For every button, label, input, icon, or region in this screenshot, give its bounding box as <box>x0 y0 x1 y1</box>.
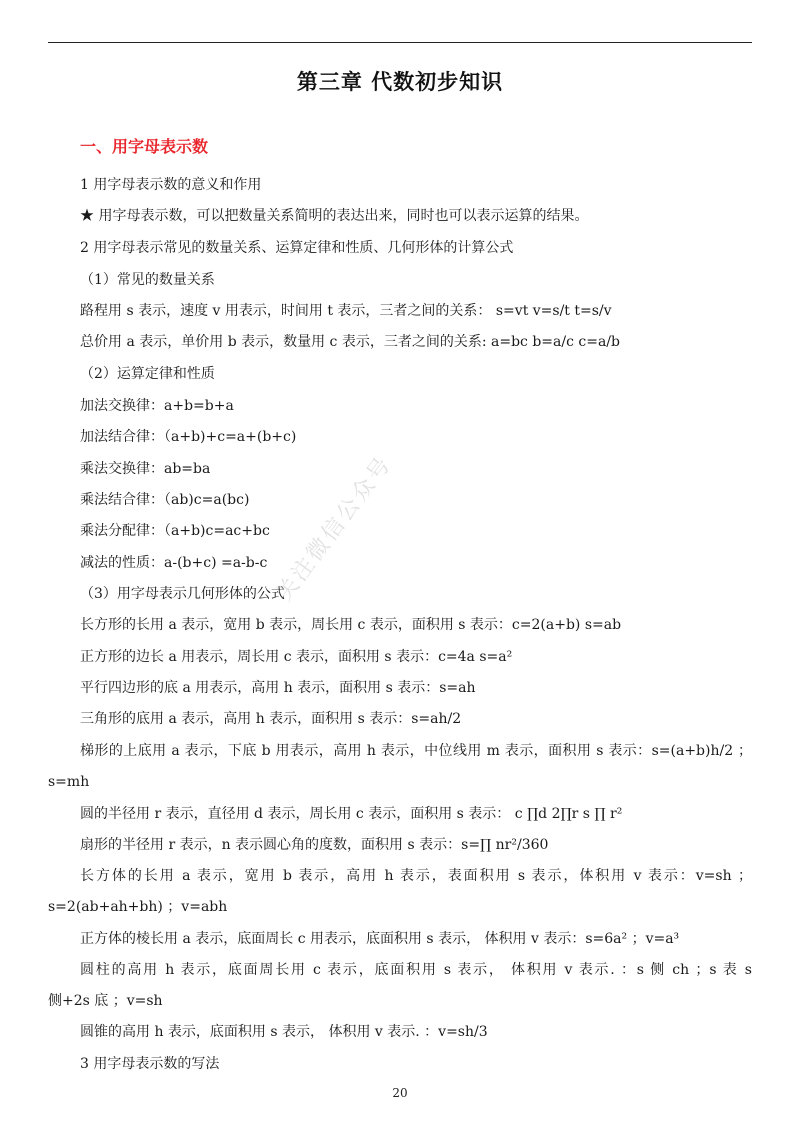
body-line: ★ 用字母表示数，可以把数量关系简明的表达出来，同时也可以表示运算的结果。 <box>80 208 589 224</box>
body-line: 乘法分配律：（a+b)c=ac+bc <box>80 523 270 539</box>
body-line: 三角形的底用 a 表示，高用 h 表示，面积用 s 表示：s=ah/2 <box>80 711 462 727</box>
body-line: 1 用字母表示数的意义和作用 <box>80 177 262 193</box>
body-line: 正方体的棱长用 a 表示，底面周长 c 用表示，底面积用 s 表示， 体积用 v 表示：s=6a² ；v=a³ <box>80 931 680 947</box>
section-heading: 一、用字母表示数 <box>80 137 209 156</box>
body-line: 加法结合律：（a+b)+c=a+(b+c) <box>80 429 297 445</box>
body-line: 2 用字母表示常见的数量关系、运算定律和性质、几何形体的计算公式 <box>80 240 514 256</box>
body-line: 圆的半径用 r 表示，直径用 d 表示，周长用 c 表示，面积用 s 表示： c ∏d 2∏r s ∏ r² <box>80 806 623 822</box>
body-line: 长方形的长用 a 表示，宽用 b 表示，周长用 c 表示，面积用 s 表示：c=2(a+b) s=ab <box>80 617 622 633</box>
body-line: 3 用字母表示数的写法 <box>80 1056 220 1072</box>
header-rule <box>48 42 752 43</box>
body-line: 正方形的边长 a 用表示，周长用 c 表示，面积用 s 表示：c=4a s=a² <box>80 649 513 665</box>
body-line: 乘法结合律：（ab)c=a(bc) <box>80 492 250 508</box>
body-line: 侧+2s 底 ；v=sh <box>48 993 163 1009</box>
page-number: 20 <box>392 1086 408 1100</box>
body-line: 路程用 s 表示，速度 v 用表示，时间用 t 表示，三者之间的关系： s=vt v=s/t t=s/v <box>80 303 612 319</box>
body-line: （1）常见的数量关系 <box>80 272 215 288</box>
chapter-title: 第三章 代数初步知识 <box>296 70 504 94</box>
body-line: 减法的性质：a-(b+c) =a-b-c <box>80 555 268 571</box>
body-line: 圆柱的高用 h 表示，底面周长用 c 表示，底面积用 s 表示， 体积用 v 表示. ：s 侧 ch ；s 表 s <box>80 962 752 978</box>
body-line: s=mh <box>48 774 90 790</box>
body-line: 加法交换律：a+b=b+a <box>80 398 234 414</box>
body-line: 乘法交换律：ab=ba <box>80 461 211 477</box>
body-line: s=2(ab+ah+bh) ；v=abh <box>48 899 228 915</box>
watermark: 关注微信公众号 <box>271 451 398 607</box>
body-line: （3）用字母表示几何形体的公式 <box>80 586 285 602</box>
body-line: 圆锥的高用 h 表示，底面积用 s 表示， 体积用 v 表示. ：v=sh/3 <box>80 1024 488 1040</box>
body-line: 总价用 a 表示，单价用 b 表示，数量用 c 表示，三者之间的关系: a=bc b=a/c c=a/b <box>80 334 620 350</box>
body-line: 扇形的半径用 r 表示，n 表示圆心角的度数，面积用 s 表示：s=∏ nr²/360 <box>80 837 549 853</box>
body-line: 平行四边形的底 a 用表示，高用 h 表示，面积用 s 表示：s=ah <box>80 680 476 696</box>
body-line: 长方体的长用 a 表示，宽用 b 表示，高用 h 表示，表面积用 s 表示，体积用 v 表示：v=sh ； <box>80 868 752 884</box>
body-line: （2）运算定律和性质 <box>80 366 215 382</box>
body-line: 梯形的上底用 a 表示，下底 b 用表示，高用 h 表示，中位线用 m 表示，面积用 s 表示：s=(a+b)h/2 ； <box>80 743 752 759</box>
